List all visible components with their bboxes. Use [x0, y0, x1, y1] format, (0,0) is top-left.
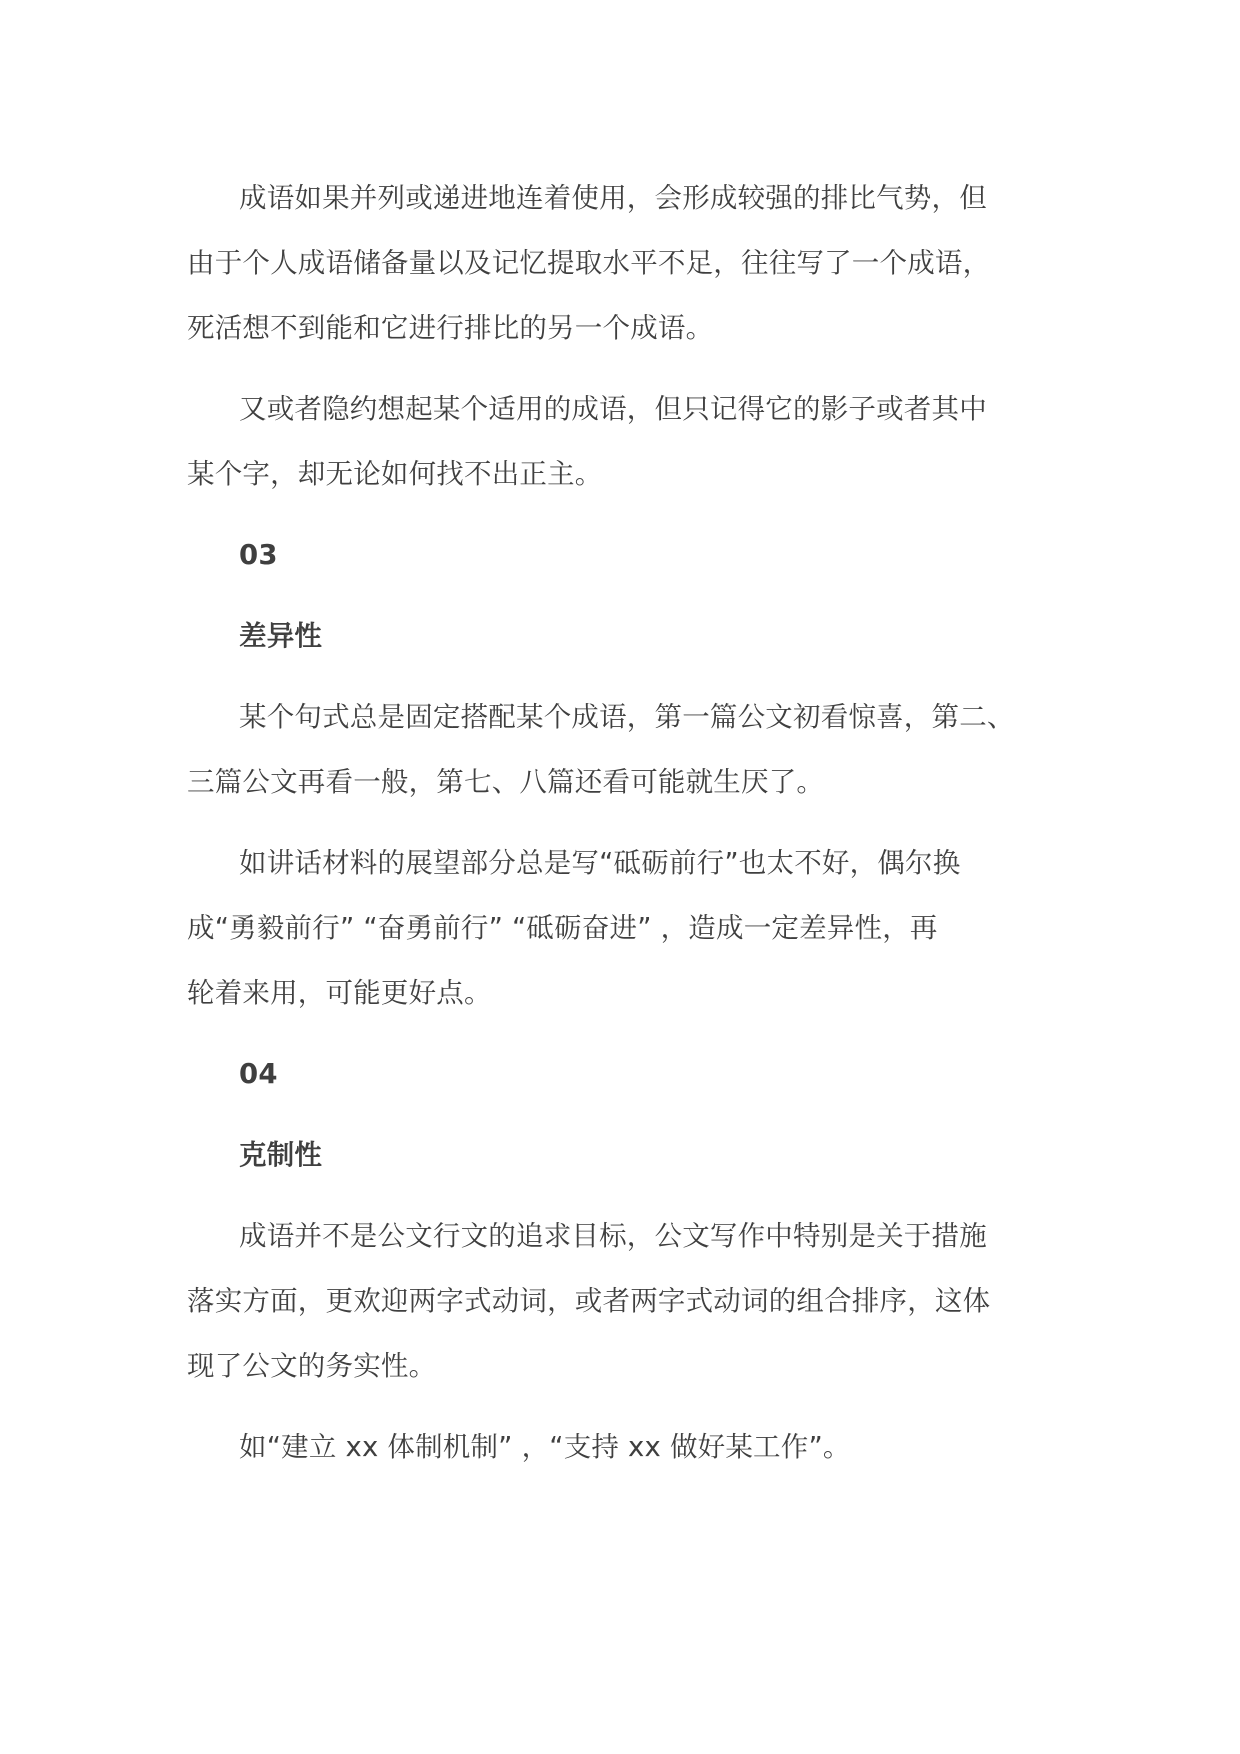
section-number-03: 03	[239, 539, 278, 571]
text-line: 落实方面，更欢迎两字式动词，或者两字式动词的组合排序，这体	[187, 1285, 991, 1317]
text-line: 某个句式总是固定搭配某个成语，第一篇公文初看惊喜，第二、	[239, 701, 1015, 733]
paragraph-not-the-goal	[187, 1204, 1067, 1399]
paragraph-fixed-pattern	[187, 685, 1067, 815]
text-line: 如“建立 xx 体制机制” ，“支持 xx 做好某工作”。	[239, 1431, 851, 1463]
document-body	[187, 166, 1067, 1496]
text-line: 如讲话材料的展望部分总是写“砥砺前行”也太不好，偶尔换	[239, 847, 961, 879]
paragraph-example-verbs	[187, 1415, 1067, 1480]
text-line: 成语并不是公文行文的追求目标，公文写作中特别是关于措施	[239, 1220, 987, 1252]
text-line: 现了公文的务实性。	[187, 1350, 437, 1382]
paragraph-example-alternatives	[187, 831, 1067, 1026]
text-line: 成语如果并列或递进地连着使用，会形成较强的排比气势，但	[239, 182, 987, 214]
text-line: 又或者隐约想起某个适用的成语，但只记得它的影子或者其中	[239, 393, 987, 425]
paragraph-vague-memory	[187, 377, 1067, 507]
text-line: 轮着来用，可能更好点。	[187, 977, 492, 1009]
text-line: 由于个人成语储备量以及记忆提取水平不足，往往写了一个成语，	[187, 247, 991, 279]
section-title-restraint: 克制性	[239, 1139, 323, 1171]
text-line: 三篇公文再看一般，第七、八篇还看可能就生厌了。	[187, 766, 825, 798]
section-number-04: 04	[239, 1058, 278, 1090]
text-line: 某个字，却无论如何找不出正主。	[187, 458, 603, 490]
paragraph-idiom-parallel	[187, 166, 1067, 361]
text-line: 成“勇毅前行” “奋勇前行” “砥砺奋进” ，造成一定差异性，再	[187, 912, 938, 944]
text-line: 死活想不到能和它进行排比的另一个成语。	[187, 312, 714, 344]
section-title-difference: 差异性	[239, 620, 323, 652]
